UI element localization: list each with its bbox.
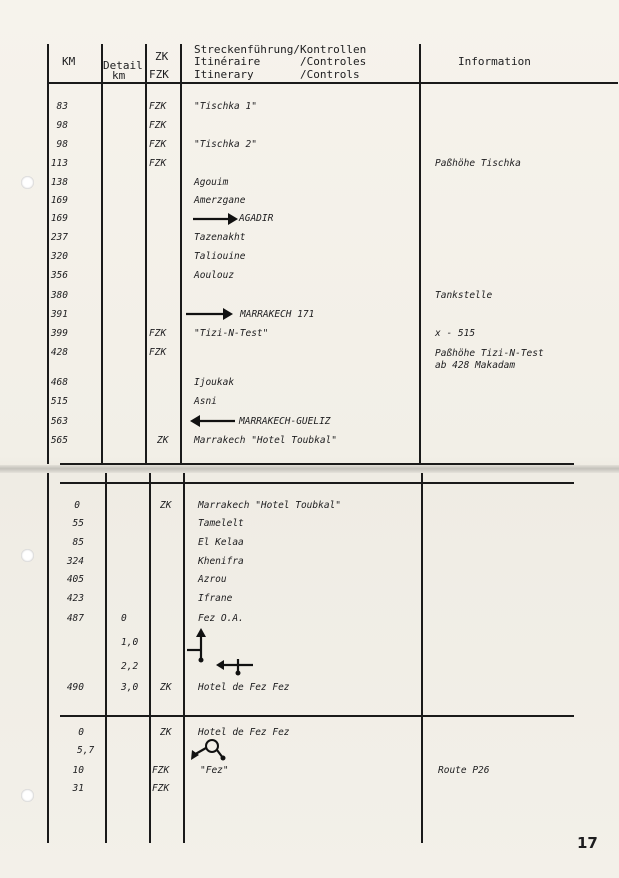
km-cell: 515 (50, 396, 68, 407)
turn-left-junction-icon (186, 628, 216, 664)
route-cell: MARRAKECH-GUELIZ (239, 416, 331, 427)
km-cell: 98 (56, 120, 68, 131)
km-cell: 428 (50, 347, 68, 358)
route-cell: "Fez" (200, 765, 229, 776)
column-divider-route-lower (183, 473, 185, 843)
km-cell: 423 (66, 593, 84, 604)
km-cell: 55 (72, 518, 84, 529)
info-cell: Paßhöhe Tizi-N-Test ab 428 Makadam (435, 348, 544, 371)
route-cell: Aoulouz (194, 270, 235, 281)
section-rule-lower (60, 482, 574, 484)
route-cell: Agouim (194, 177, 229, 188)
roundabout-icon (190, 736, 230, 762)
zk-cell: FZK (149, 347, 167, 358)
route-cell: Fez O.A. (198, 613, 244, 624)
km-cell: 31 (72, 783, 84, 794)
info-cell: Tankstelle (435, 290, 493, 301)
km-cell: 169 (50, 213, 68, 224)
column-divider-info-lower (421, 473, 423, 843)
km-cell: 565 (50, 435, 68, 446)
km-cell: 0 (74, 500, 80, 511)
detail-cell: 3,0 (121, 682, 139, 693)
column-divider-info (419, 44, 421, 464)
km-cell: 169 (50, 195, 68, 206)
km-cell: 356 (50, 270, 68, 281)
km-cell: 490 (66, 682, 84, 693)
zk-cell: FZK (149, 101, 167, 112)
detail-cell: 0 (121, 613, 127, 624)
column-divider-detail (101, 44, 103, 464)
km-cell: 138 (50, 177, 68, 188)
header-zk: ZK (155, 50, 169, 63)
zk-cell: ZK (160, 682, 172, 693)
page-number: 17 (577, 834, 598, 852)
header-information: Information (458, 55, 531, 68)
info-cell: x - 515 (435, 328, 476, 339)
header-route-line1: Streckenführung/Kontrollen (194, 43, 367, 56)
header-km: KM (62, 55, 76, 68)
km-cell: 113 (50, 158, 68, 169)
arrow-right-icon (185, 307, 233, 321)
route-cell: MARRAKECH 171 (240, 309, 315, 320)
route-cell: Hotel de Fez Fez (198, 682, 290, 693)
route-cell: AGADIR (239, 213, 274, 224)
route-cell: "Tischka 1" (194, 101, 257, 112)
info-cell: Route P26 (438, 765, 490, 776)
header-detail: Detail (103, 59, 143, 72)
zk-cell: FZK (152, 765, 170, 776)
km-cell: 380 (50, 290, 68, 301)
km-cell: 85 (72, 537, 84, 548)
punch-hole-bottom (21, 789, 34, 802)
header-rule (47, 82, 618, 84)
zk-cell: FZK (149, 158, 167, 169)
route-cell: Taliouine (194, 251, 246, 262)
header-detail-unit: km (112, 69, 126, 82)
route-cell: "Tizi-N-Test" (194, 328, 269, 339)
route-cell: Amerzgane (194, 195, 246, 206)
column-divider-detail-lower (105, 473, 107, 843)
km-cell: 399 (50, 328, 68, 339)
zk-cell: FZK (149, 328, 167, 339)
detail-cell: 1,0 (121, 637, 139, 648)
km-cell: 5,7 (77, 745, 95, 756)
punch-hole-middle (21, 549, 34, 562)
route-cell: Marrakech "Hotel Toubkal" (194, 435, 337, 446)
km-cell: 391 (50, 309, 68, 320)
turn-left-icon (216, 655, 254, 677)
section-rule-fez (60, 715, 574, 717)
route-cell: Asni (194, 396, 217, 407)
km-cell: 405 (66, 574, 84, 585)
punch-hole-top (21, 176, 34, 189)
column-divider-route (180, 44, 182, 464)
km-cell: 0 (78, 727, 84, 738)
route-cell: Khenifra (198, 556, 244, 567)
zk-cell: ZK (160, 727, 172, 738)
arrow-right-icon (192, 212, 238, 226)
route-cell: Ifrane (198, 593, 233, 604)
route-cell: "Tischka 2" (194, 139, 257, 150)
km-cell: 468 (50, 377, 68, 388)
zk-cell: ZK (157, 435, 169, 446)
km-cell: 237 (50, 232, 68, 243)
route-cell: El Kelaa (198, 537, 244, 548)
route-cell: Marrakech "Hotel Toubkal" (198, 500, 341, 511)
header-route-line3: Itinerary /Controls (194, 68, 360, 81)
zk-cell: FZK (149, 139, 167, 150)
km-cell: 320 (50, 251, 68, 262)
section-rule-upper (60, 463, 574, 465)
info-cell: Paßhöhe Tischka (435, 158, 521, 169)
zk-cell: FZK (149, 120, 167, 131)
zk-cell: ZK (160, 500, 172, 511)
header-route-line2: Itinéraire /Controles (194, 55, 367, 68)
km-cell: 563 (50, 416, 68, 427)
header-fzk: FZK (149, 68, 169, 81)
km-cell: 83 (56, 101, 68, 112)
route-cell: Hotel de Fez Fez (198, 727, 290, 738)
zk-cell: FZK (152, 783, 170, 794)
km-cell: 98 (56, 139, 68, 150)
km-cell: 487 (66, 613, 84, 624)
km-cell: 10 (72, 765, 84, 776)
column-divider-zk (145, 44, 147, 464)
paper-fold (0, 465, 619, 473)
route-cell: Tazenakht (194, 232, 246, 243)
km-cell: 324 (66, 556, 84, 567)
column-divider-zk-lower (149, 473, 151, 843)
arrow-left-icon (190, 414, 236, 428)
route-cell: Tamelelt (198, 518, 244, 529)
detail-cell: 2,2 (121, 661, 139, 672)
route-cell: Azrou (198, 574, 227, 585)
route-cell: Ijoukak (194, 377, 235, 388)
